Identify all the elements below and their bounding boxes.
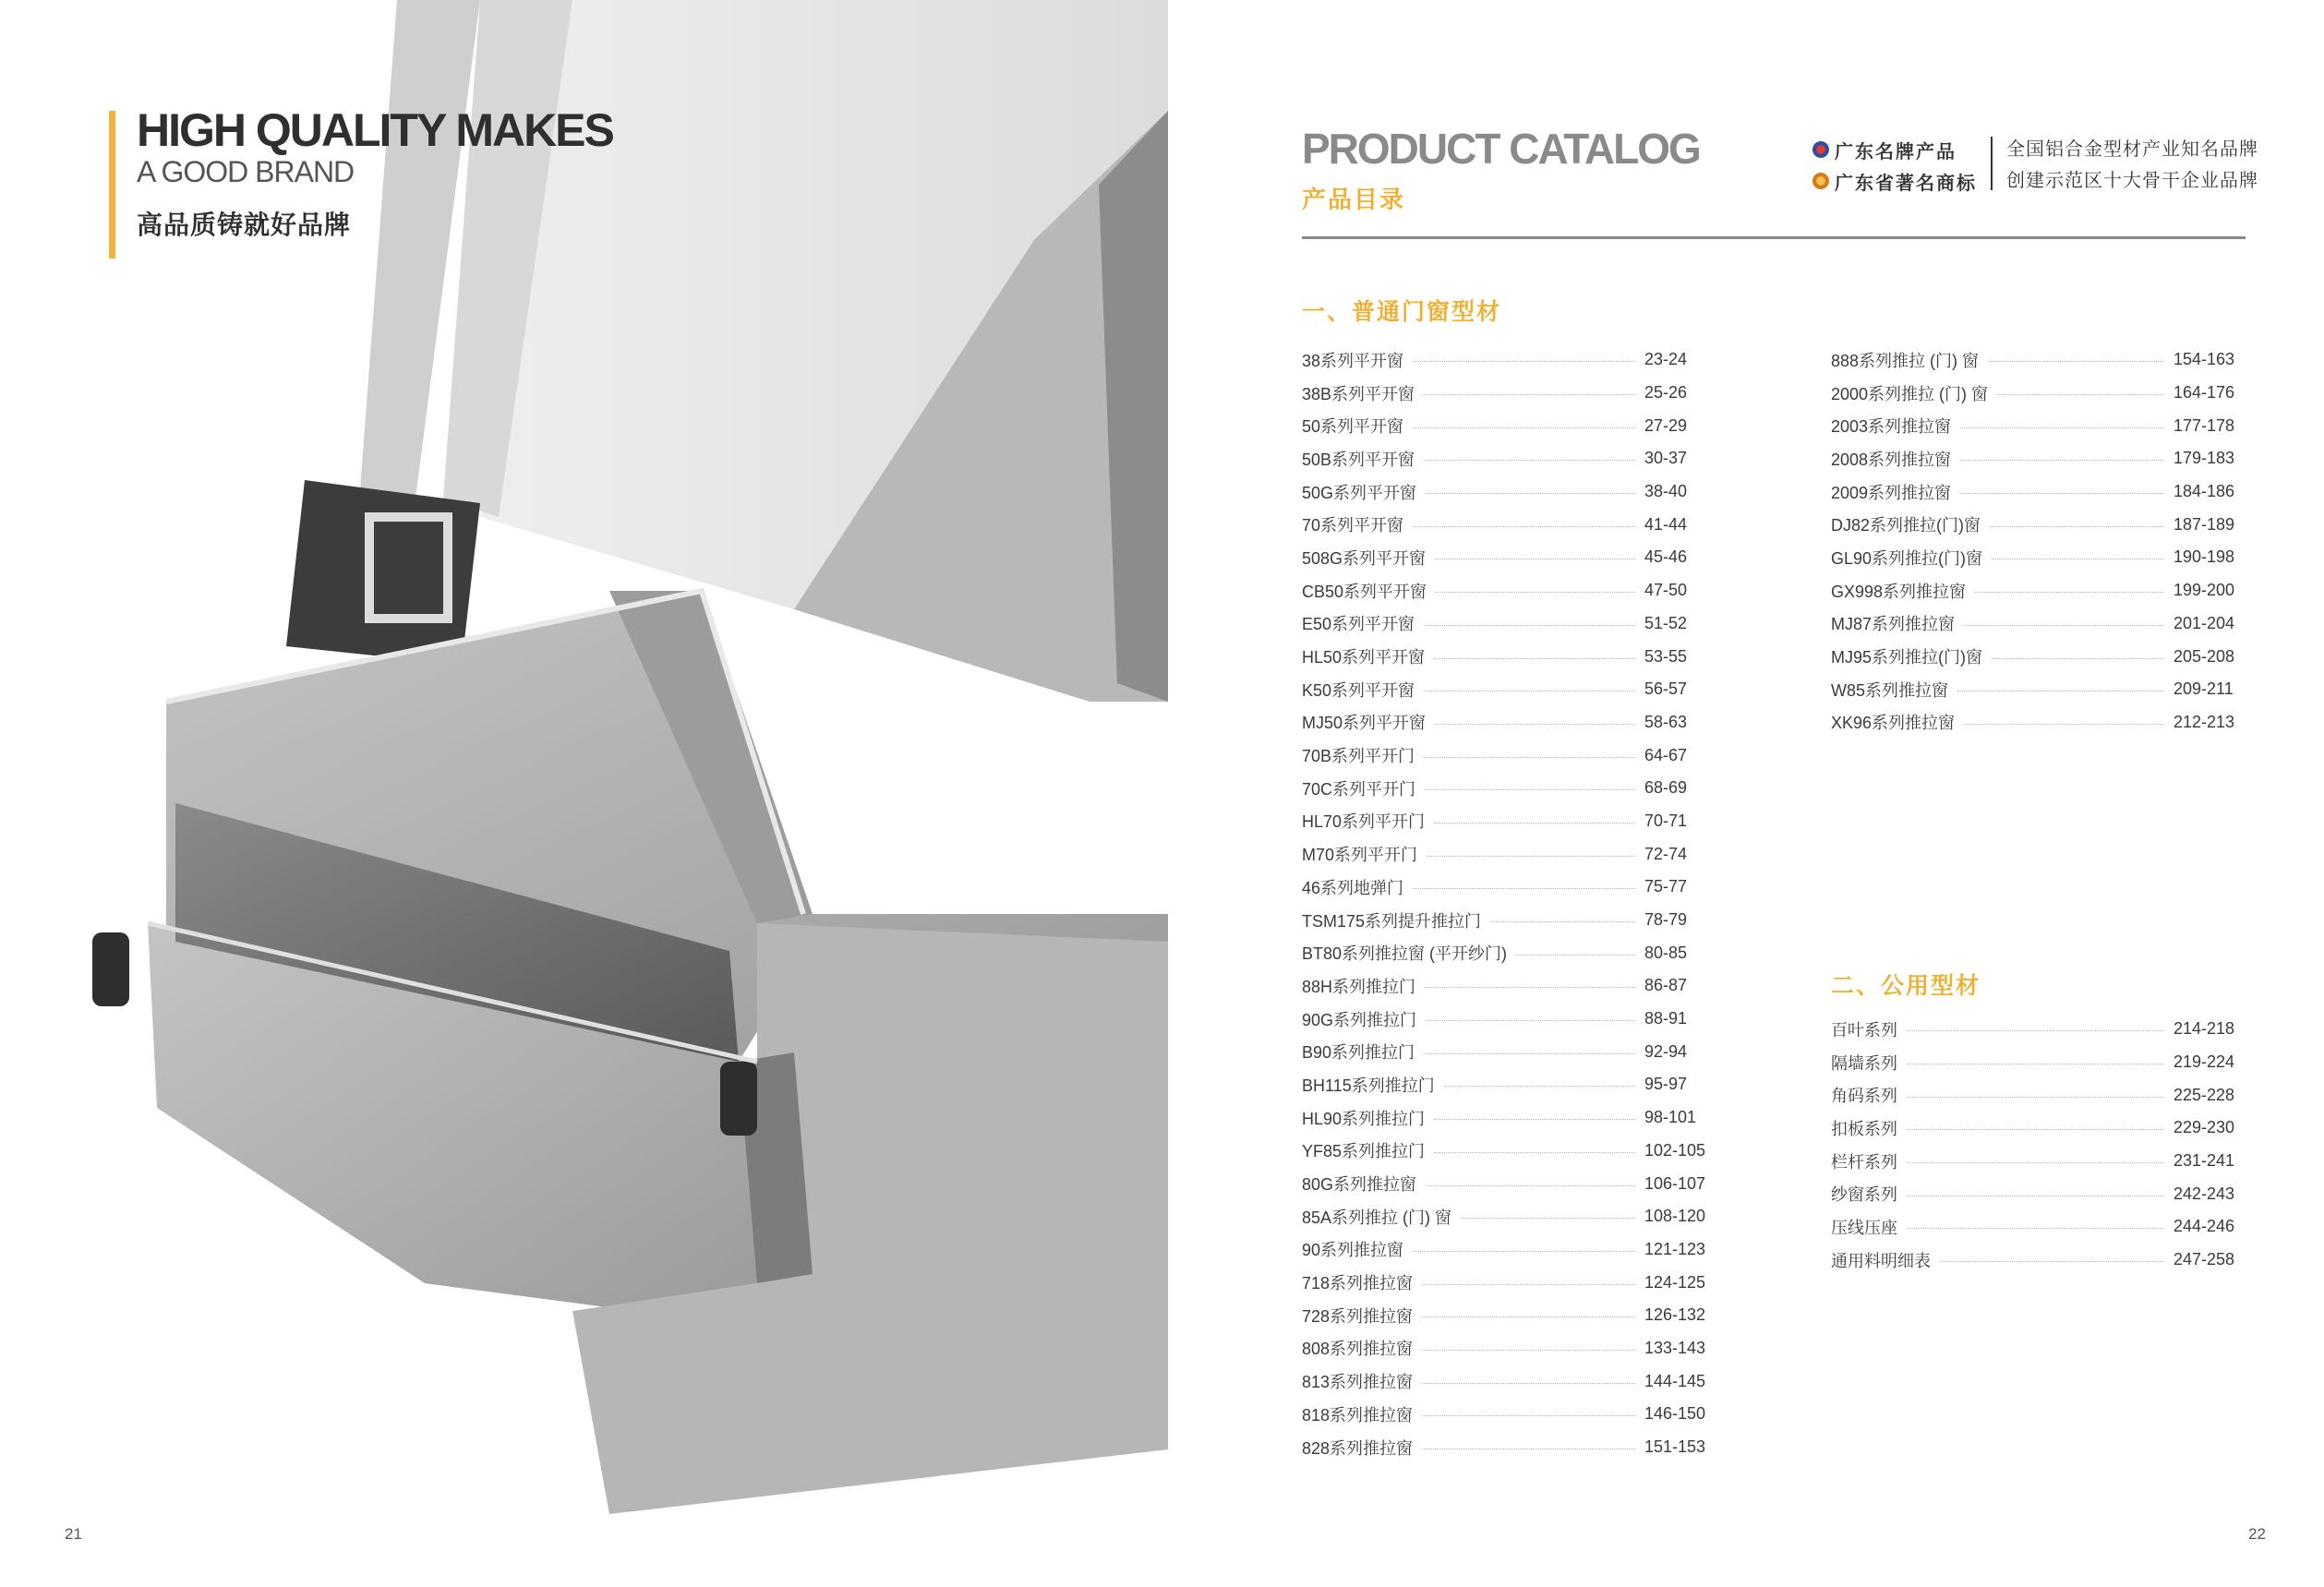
toc-entry-pages: 225-228 [2173, 1085, 2235, 1104]
toc-entry [1831, 1177, 2247, 1210]
toc-entry [1831, 1244, 2247, 1277]
page-number-right: 22 [2248, 1525, 2266, 1543]
heading-line-2: A GOOD BRAND [137, 155, 355, 188]
toc-entry-name: CB50系列平开窗 [1302, 582, 1427, 601]
toc-entry-name: GX998系列推拉窗 [1831, 582, 1967, 601]
toc-entry [1302, 805, 1718, 838]
toc-entry [1302, 1167, 1718, 1200]
toc-entry [1302, 673, 1718, 706]
toc-dot-leader [1426, 1020, 1635, 1021]
toc-dot-leader [1960, 427, 2164, 428]
toc-dot-leader [1434, 1119, 1635, 1120]
toc-entry-name: 通用料明细表 [1831, 1251, 1931, 1270]
toc-entry-pages: 72-74 [1644, 844, 1688, 863]
toc-dot-leader [1907, 1162, 2164, 1163]
toc-entry-name: 2003系列推拉窗 [1831, 417, 1952, 437]
toc-entry-pages: 144-145 [1644, 1371, 1706, 1390]
toc-entry [1302, 1200, 1718, 1233]
toc-entry-pages: 45-46 [1644, 547, 1688, 567]
toc-entry [1302, 1299, 1718, 1332]
toc-entry-name: HL90系列推拉门 [1302, 1109, 1426, 1128]
toc-entry [1831, 640, 2247, 673]
toc-dot-leader [1413, 361, 1635, 362]
toc-entry [1831, 409, 2247, 442]
toc-entry-name: 压线压座 [1831, 1218, 1897, 1237]
toc-entry-pages: 98-101 [1644, 1108, 1697, 1127]
toc-entry [1831, 1210, 2247, 1244]
toc-entry-name: 46系列地弹门 [1302, 878, 1404, 897]
toc-entry-pages: 177-178 [2173, 415, 2235, 435]
toc-entry-pages: 68-69 [1644, 778, 1688, 798]
heading-line-1: HIGH QUALITY MAKES [137, 104, 613, 156]
toc-entry [1302, 1101, 1718, 1135]
toc-entry-name: 百叶系列 [1831, 1020, 1897, 1040]
honor-2: 创建示范区十大骨干企业品牌 [2006, 171, 2258, 191]
toc-entry-pages: 179-183 [2173, 449, 2235, 468]
toc-entry [1302, 541, 1718, 574]
toc-entry-name: 813系列推拉窗 [1302, 1373, 1414, 1392]
toc-entry-pages: 80-85 [1644, 943, 1688, 962]
section-1-title: 一、普通门窗型材 [1302, 299, 1502, 325]
toc-entry-pages: 184-186 [2173, 482, 2235, 501]
toc-dot-leader [1461, 1218, 1635, 1219]
toc-entry-name: 2008系列推拉窗 [1831, 450, 1952, 469]
toc-entry-pages: 190-198 [2173, 547, 2235, 567]
toc-dot-leader [1516, 955, 1635, 956]
toc-entry-pages: 247-258 [2173, 1250, 2235, 1269]
toc-entry-name: 85A系列推拉 (门) 窗 [1302, 1208, 1452, 1227]
toc-entry-name: 50B系列平开窗 [1302, 450, 1415, 469]
toc-entry-name: 栏杆系列 [1831, 1152, 1897, 1172]
toc-entry [1302, 969, 1718, 1003]
toc-entry [1831, 706, 2247, 739]
toc-dot-leader [1907, 1097, 2164, 1098]
toc-entry-pages: 23-24 [1644, 350, 1688, 369]
toc-entry-pages: 58-63 [1644, 712, 1688, 731]
toc-entry-pages: 126-132 [1644, 1305, 1706, 1325]
brand-label-2: 广东省著名商标 [1835, 173, 1977, 194]
toc-dot-leader [1413, 526, 1635, 527]
toc-dot-leader [1425, 789, 1635, 790]
toc-entry-pages: 151-153 [1644, 1437, 1706, 1457]
toc-entry [1831, 1112, 2247, 1145]
toc-dot-leader [1422, 1383, 1635, 1384]
toc-entry [1302, 574, 1718, 607]
toc-entry [1302, 772, 1718, 805]
toc-dot-leader [1992, 658, 2164, 659]
toc-dot-leader [1907, 1228, 2164, 1229]
toc-entry [1831, 1078, 2247, 1112]
toc-dot-leader [1434, 1152, 1635, 1153]
toc-entry-pages: 214-218 [2173, 1019, 2235, 1039]
toc-entry-name: B90系列推拉门 [1302, 1043, 1415, 1063]
toc-dot-leader [1444, 1086, 1635, 1087]
toc-entry [1302, 508, 1718, 541]
toc-dot-leader [1424, 625, 1635, 626]
toc-entry-name: 角码系列 [1831, 1087, 1897, 1106]
toc-entry-pages: 95-97 [1644, 1075, 1688, 1094]
toc-entry-name: M70系列平开门 [1302, 846, 1418, 865]
brand-row-guangdong-famous [1812, 134, 1977, 165]
toc-entry-name: 70系列平开窗 [1302, 516, 1404, 535]
toc-entry [1302, 640, 1718, 673]
toc-entry-pages: 78-79 [1644, 910, 1688, 930]
toc-entry-name: 90G系列推拉门 [1302, 1010, 1417, 1029]
toc-entry [1302, 936, 1718, 969]
toc-entry [1831, 607, 2247, 641]
toc-entry-pages: 133-143 [1644, 1338, 1706, 1357]
toc-entry-pages: 56-57 [1644, 679, 1688, 699]
toc-entry-name: 38B系列平开窗 [1302, 384, 1415, 403]
toc-entry [1302, 1365, 1718, 1398]
toc-entry-name: TSM175系列提升推拉门 [1302, 911, 1482, 931]
catalog-title: PRODUCT CATALOG [1302, 125, 1700, 173]
toc-entry [1831, 1145, 2247, 1178]
toc-entry-name: 50G系列平开窗 [1302, 483, 1417, 502]
toc-entry-pages: 75-77 [1644, 877, 1688, 896]
toc-entry-name: YF85系列推拉门 [1302, 1142, 1426, 1161]
toc-entry-pages: 92-94 [1644, 1041, 1688, 1061]
toc-entry [1302, 343, 1718, 377]
toc-entry-pages: 51-52 [1644, 613, 1688, 632]
toc-entry [1831, 377, 2247, 410]
toc-entry [1302, 1068, 1718, 1101]
toc-dot-leader [1426, 1185, 1635, 1186]
heading-chinese: 高品质铸就好品牌 [137, 210, 352, 239]
toc-entry [1831, 442, 2247, 475]
toc-entry-pages: 70-71 [1644, 811, 1688, 830]
brand-labels [1812, 134, 1977, 197]
toc-dot-leader [1960, 460, 2164, 461]
toc-dot-leader [1424, 757, 1635, 758]
toc-entry [1831, 1013, 2247, 1046]
toc-entry-name: W85系列推拉窗 [1831, 680, 1949, 700]
toc-dot-leader [1907, 1129, 2164, 1130]
toc-column-1 [1302, 343, 1718, 1463]
toc-dot-leader [1964, 625, 2164, 626]
toc-dot-leader [1424, 394, 1635, 395]
toc-entry-name: 隔墙系列 [1831, 1053, 1897, 1073]
toc-entry-pages: 88-91 [1644, 1009, 1688, 1028]
toc-entry-pages: 205-208 [2173, 646, 2235, 666]
toc-dot-leader [1413, 888, 1635, 889]
toc-dot-leader [1990, 526, 2164, 527]
heading-accent-bar [109, 111, 115, 258]
toc-entry-name: 808系列推拉窗 [1302, 1340, 1414, 1359]
toc-entry [1302, 871, 1718, 904]
toc-entry-name: MJ95系列推拉(门)窗 [1831, 648, 1983, 667]
toc-column-2 [1831, 343, 2247, 739]
section-2-title: 二、公用型材 [1831, 973, 1981, 999]
toc-entry-pages: 102-105 [1644, 1140, 1706, 1160]
toc-dot-leader [1422, 1350, 1635, 1351]
brand-divider [1991, 137, 1993, 190]
toc-entry [1831, 673, 2247, 706]
toc-entry [1302, 1003, 1718, 1036]
toc-dot-leader [1964, 724, 2164, 725]
toc-entry-pages: 219-224 [2173, 1052, 2235, 1072]
toc-entry [1831, 508, 2247, 541]
toc-entry [1302, 1398, 1718, 1431]
catalog-title-chinese: 产品目录 [1302, 186, 1406, 213]
toc-entry-name: MJ87系列推拉窗 [1831, 615, 1956, 634]
honor-labels [2006, 134, 2258, 197]
toc-entry-pages: 209-211 [2173, 679, 2234, 699]
toc-entry-pages: 30-37 [1644, 449, 1688, 468]
toc-entry [1831, 343, 2247, 377]
toc-entry [1302, 409, 1718, 442]
toc-entry [1831, 541, 2247, 574]
toc-entry-pages: 187-189 [2173, 514, 2235, 534]
toc-entry-name: 718系列推拉窗 [1302, 1274, 1414, 1293]
honor-1: 全国铝合金型材产业知名品牌 [2006, 139, 2258, 160]
brand-row-famous-trademark [1812, 165, 1977, 197]
toc-entry-pages: 124-125 [1644, 1272, 1706, 1292]
toc-entry-pages: 86-87 [1644, 976, 1688, 995]
toc-dot-leader [1436, 592, 1635, 593]
toc-entry-name: 70B系列平开门 [1302, 747, 1415, 766]
toc-dot-leader [1997, 394, 2164, 395]
right-page [1168, 0, 2324, 1587]
toc-entry [1302, 442, 1718, 475]
toc-entry-name: 2009系列推拉窗 [1831, 483, 1952, 502]
toc-entry-name: 80G系列推拉窗 [1302, 1175, 1417, 1195]
toc-entry-name: 508G系列平开窗 [1302, 548, 1427, 568]
toc-dot-leader [1413, 1251, 1635, 1252]
toc-entry [1302, 1431, 1718, 1464]
brand-label-1: 广东名牌产品 [1835, 141, 1957, 162]
toc-entry-pages: 53-55 [1644, 646, 1688, 666]
toc-entry-pages: 164-176 [2173, 383, 2235, 403]
toc-entry [1302, 837, 1718, 871]
toc-dot-leader [1907, 1030, 2164, 1031]
toc-entry-name: 818系列推拉窗 [1302, 1405, 1414, 1425]
toc-dot-leader [1435, 724, 1635, 725]
toc-entry [1302, 1266, 1718, 1299]
toc-entry-pages: 108-120 [1644, 1207, 1706, 1226]
toc-dot-leader [1422, 1316, 1635, 1317]
toc-entry-pages: 64-67 [1644, 745, 1688, 764]
page-number-left: 21 [65, 1525, 82, 1543]
toc-entry-name: K50系列平开窗 [1302, 680, 1415, 700]
toc-entry-name: BT80系列推拉窗 (平开纱门) [1302, 944, 1508, 964]
toc-dot-leader [1413, 427, 1635, 428]
toc-entry [1831, 574, 2247, 607]
toc-entry-pages: 146-150 [1644, 1404, 1706, 1424]
toc-entry-name: 90系列推拉窗 [1302, 1241, 1404, 1260]
toc-column-3 [1831, 1013, 2247, 1277]
toc-entry-name: 728系列推拉窗 [1302, 1306, 1414, 1326]
toc-entry-pages: 38-40 [1644, 482, 1688, 501]
toc-entry [1831, 1046, 2247, 1079]
toc-entry-name: BH115系列推拉门 [1302, 1076, 1435, 1095]
toc-entry [1302, 377, 1718, 410]
toc-entry-name: HL70系列平开门 [1302, 812, 1426, 832]
toc-entry-pages: 154-163 [2173, 350, 2235, 369]
toc-entry-pages: 212-213 [2173, 712, 2235, 731]
toc-entry-pages: 231-241 [2173, 1151, 2235, 1171]
toc-dot-leader [1434, 658, 1635, 659]
toc-entry-name: 88H系列推拉门 [1302, 977, 1416, 996]
toc-entry-name: MJ50系列平开窗 [1302, 714, 1427, 733]
toc-dot-leader [1422, 1415, 1635, 1416]
toc-entry-pages: 229-230 [2173, 1118, 2235, 1137]
toc-entry-pages: 27-29 [1644, 415, 1688, 435]
toc-dot-leader [1960, 493, 2164, 494]
toc-dot-leader [1424, 460, 1635, 461]
toc-entry-name: GL90系列推拉(门)窗 [1831, 548, 1983, 568]
toc-entry-pages: 121-123 [1644, 1239, 1706, 1258]
toc-entry [1302, 607, 1718, 641]
toc-entry-name: DJ82系列推拉(门)窗 [1831, 516, 1981, 535]
toc-entry-name: 50系列平开窗 [1302, 417, 1404, 437]
famous-trademark-icon [1812, 173, 1829, 189]
toc-dot-leader [1426, 493, 1635, 494]
toc-entry-name: 2000系列推拉 (门) 窗 [1831, 384, 1989, 403]
toc-entry-name: 828系列推拉窗 [1302, 1438, 1414, 1458]
toc-entry [1302, 1233, 1718, 1267]
toc-entry [1302, 475, 1718, 509]
header-divider [1302, 236, 2246, 239]
toc-entry-name: 扣板系列 [1831, 1119, 1897, 1138]
toc-dot-leader [1490, 921, 1635, 922]
toc-entry [1831, 475, 2247, 509]
toc-entry [1302, 1035, 1718, 1068]
toc-dot-leader [1975, 592, 2164, 593]
toc-entry [1302, 706, 1718, 739]
toc-entry [1302, 1135, 1718, 1168]
toc-entry [1302, 739, 1718, 772]
toc-dot-leader [1988, 361, 2164, 362]
toc-dot-leader [1424, 1053, 1635, 1054]
toc-entry-pages: 242-243 [2173, 1184, 2235, 1203]
toc-entry-pages: 199-200 [2173, 581, 2235, 600]
toc-entry [1302, 1332, 1718, 1365]
toc-entry-pages: 244-246 [2173, 1217, 2235, 1236]
toc-entry-name: HL50系列平开窗 [1302, 648, 1426, 667]
toc-entry-pages: 41-44 [1644, 514, 1688, 534]
toc-entry-name: 888系列推拉 (门) 窗 [1831, 351, 1980, 370]
toc-entry-name: XK96系列推拉窗 [1831, 714, 1956, 733]
toc-entry-pages: 47-50 [1644, 581, 1688, 600]
toc-entry-pages: 25-26 [1644, 383, 1688, 403]
toc-entry-pages: 201-204 [2173, 613, 2235, 632]
guangdong-famous-brand-icon [1812, 141, 1829, 158]
toc-entry-name: 纱窗系列 [1831, 1185, 1897, 1205]
toc-dot-leader [1425, 987, 1635, 988]
toc-entry-pages: 106-107 [1644, 1173, 1706, 1193]
toc-dot-leader [1940, 1261, 2164, 1262]
toc-dot-leader [1422, 1284, 1635, 1285]
toc-entry-name: E50系列平开窗 [1302, 615, 1415, 634]
toc-entry-name: 38系列平开窗 [1302, 351, 1404, 370]
toc-entry [1302, 904, 1718, 937]
toc-entry-name: 70C系列平开门 [1302, 779, 1416, 799]
toc-dot-leader [1434, 823, 1635, 824]
toc-dot-leader [1427, 856, 1635, 857]
